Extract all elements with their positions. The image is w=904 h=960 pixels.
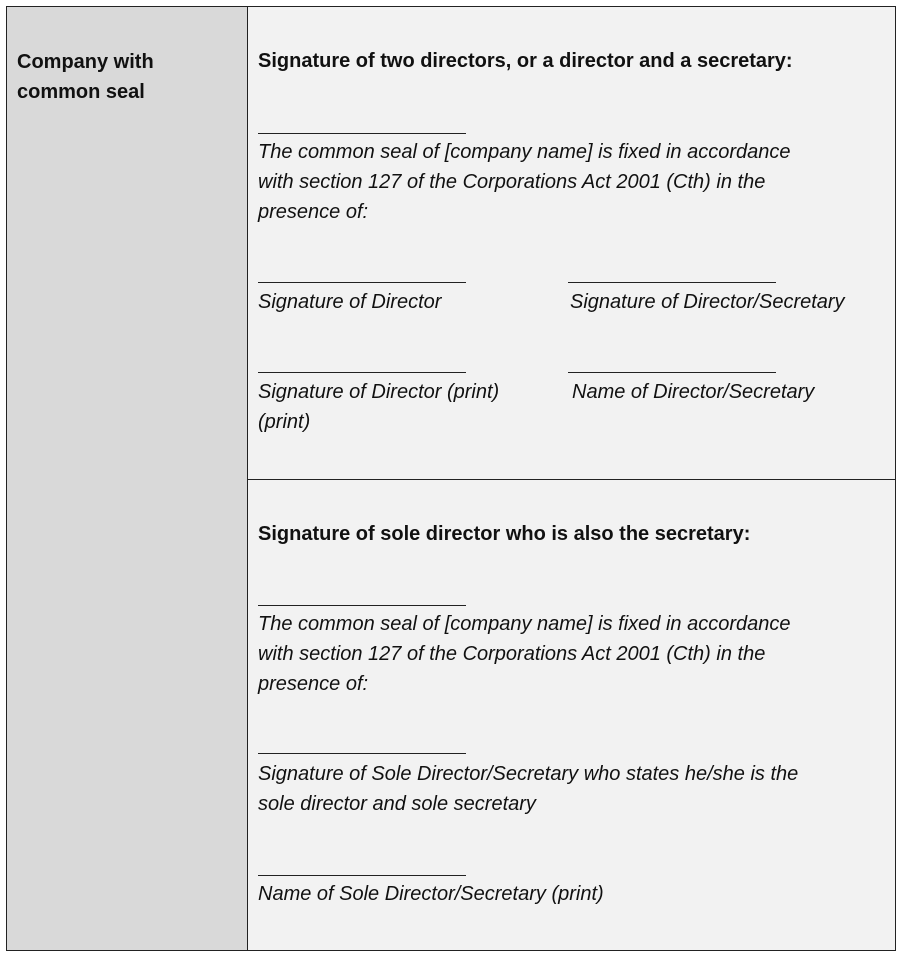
director-secretary-name-label: Name of Director/Secretary <box>572 381 815 403</box>
director-signature-label: Signature of Director <box>258 291 442 313</box>
sole-signature-label-line-2: sole director and sole secretary <box>258 793 536 815</box>
seal-signature-line <box>258 133 466 134</box>
two-directors-heading: Signature of two directors, or a director and a secretary: <box>258 50 793 72</box>
seal-statement-line-2: with section 127 of the Corporations Act 2001 (Cth) in the <box>258 171 766 193</box>
sole-signature-label <box>258 759 798 819</box>
sole-signature-label-line-1: Signature of Sole Director/Secretary who states he/she is the <box>258 763 799 785</box>
director-signature-line <box>258 282 466 283</box>
left-column <box>7 7 248 950</box>
right-column <box>248 7 895 950</box>
seal-statement-line-1: The common seal of [company name] is fixed in accordance <box>258 141 791 163</box>
sole-seal-statement-line-3: presence of: <box>258 673 369 695</box>
director-name-line-2: (print) <box>258 411 311 433</box>
sole-seal-statement <box>258 609 790 699</box>
sole-seal-signature-line <box>258 605 466 606</box>
sole-director-heading: Signature of sole director who is also the secretary: <box>258 523 751 545</box>
seal-statement-line-3: presence of: <box>258 201 369 223</box>
company-type-label <box>17 47 237 107</box>
sole-director-section <box>248 480 895 950</box>
execution-table <box>6 6 896 951</box>
label-line-2: common seal <box>17 81 145 103</box>
director-name-line-1: Signature of Director (print) <box>258 381 500 403</box>
seal-statement <box>258 137 790 227</box>
sole-seal-statement-line-2: with section 127 of the Corporations Act 2001 (Cth) in the <box>258 643 766 665</box>
two-directors-section <box>248 7 895 480</box>
director-secretary-signature-line <box>568 282 776 283</box>
sole-signature-line <box>258 753 466 754</box>
sole-seal-statement-line-1: The common seal of [company name] is fixed in accordance <box>258 613 791 635</box>
director-name-label <box>258 377 499 437</box>
sole-name-label: Name of Sole Director/Secretary (print) <box>258 883 604 905</box>
label-line-1: Company with <box>17 51 154 73</box>
sole-name-line <box>258 875 466 876</box>
director-secretary-name-line <box>568 372 776 373</box>
director-name-line <box>258 372 466 373</box>
director-secretary-signature-label: Signature of Director/Secretary <box>570 291 845 313</box>
